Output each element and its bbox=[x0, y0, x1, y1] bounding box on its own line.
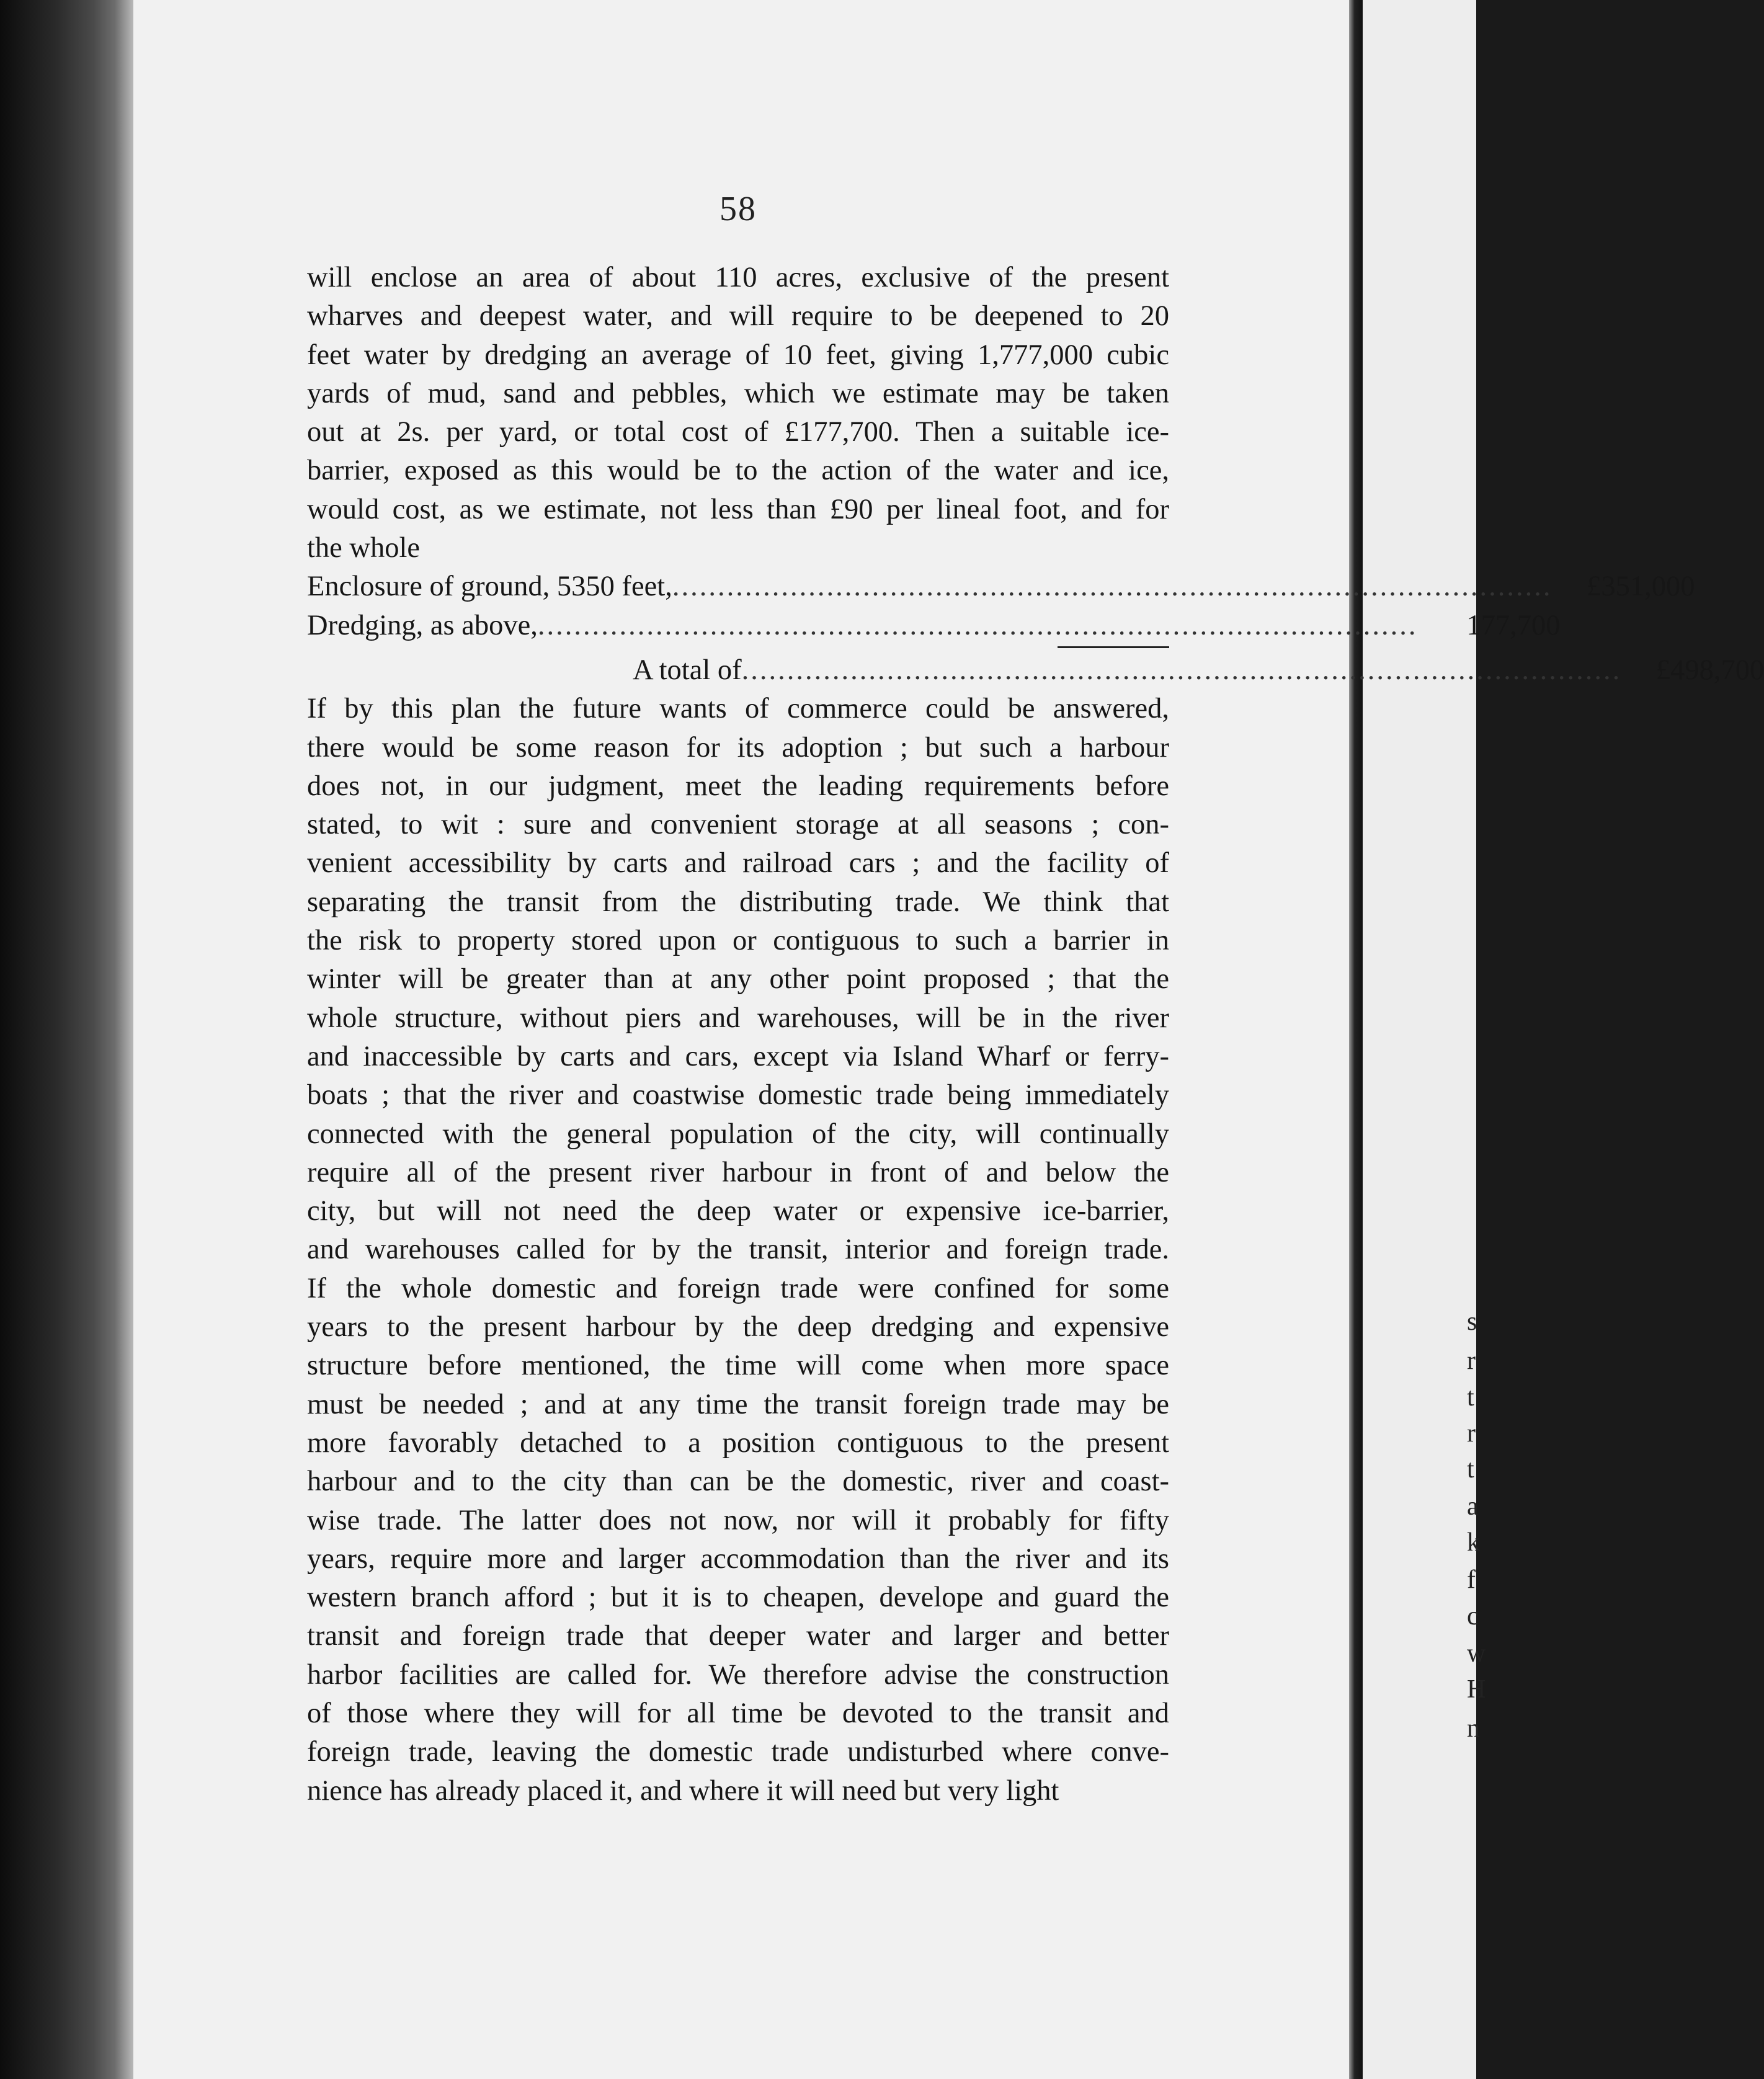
ledger-label: Enclosure of ground, 5350 feet, bbox=[307, 571, 672, 603]
text-line: the risk to property stored upon or contiguous to such a barrier in bbox=[307, 925, 1169, 957]
text-line: structure before mentioned, the time will come when more space bbox=[307, 1350, 1169, 1382]
text-line: connected with the general population of the city, will continually bbox=[307, 1118, 1169, 1150]
adjacent-page-edge bbox=[1363, 0, 1486, 2079]
text-line: years to the present harbour by the deep dredging and expensive bbox=[307, 1311, 1169, 1343]
text-line: there would be some reason for its adoption ; but such a harbour bbox=[307, 731, 1169, 763]
paragraph-main bbox=[307, 690, 1169, 1810]
text-line: the whole bbox=[307, 532, 421, 564]
ledger-label: Dredging, as above, bbox=[307, 609, 538, 641]
text-line: boats ; that the river and coastwise domestic trade being immediately bbox=[307, 1079, 1169, 1111]
book-spine bbox=[0, 0, 143, 2079]
adjacent-page-fragment: f bbox=[1467, 1565, 1476, 1594]
text-line: foreign trade, leaving the domestic trade undisturbed where conve- bbox=[307, 1736, 1169, 1768]
text-line: wise trade. The latter does not now, nor will it probably for fifty bbox=[307, 1504, 1169, 1536]
text-line: and inaccessible by carts and cars, except via Island Wharf or ferry- bbox=[307, 1040, 1169, 1072]
text-line: harbour and to the city than can be the domestic, river and coast- bbox=[307, 1466, 1169, 1498]
page-body-text bbox=[307, 259, 1764, 1810]
text-line: If the whole domestic and foreign trade were confined for some bbox=[307, 1272, 1169, 1304]
text-line: separating the transit from the distributing trade. We think that bbox=[307, 886, 1169, 918]
adjacent-page-fragment: s bbox=[1467, 1307, 1477, 1336]
ledger-amount: 177,700 bbox=[1466, 609, 1561, 641]
total-label: A total of bbox=[633, 654, 742, 686]
ledger-row-dredging bbox=[307, 607, 1561, 645]
text-line: years, require more and larger accommodation than the river and its bbox=[307, 1543, 1169, 1575]
text-line: whole structure, without piers and warehouses, will be in the river bbox=[307, 1002, 1169, 1034]
text-line: must be needed ; and at any time the transit foreign trade may be bbox=[307, 1388, 1169, 1420]
text-line: feet water by dredging an average of 10 feet, giving 1,777,000 cubic bbox=[307, 339, 1169, 371]
text-line: winter will be greater than at any other point proposed ; that the bbox=[307, 963, 1169, 995]
text-line: barrier, exposed as this would be to the action of the water and ice, bbox=[307, 455, 1169, 487]
paragraph-intro bbox=[307, 259, 1169, 568]
text-line: western branch afford ; but it is to cheapen, develope and guard the bbox=[307, 1582, 1169, 1614]
text-line: stated, to wit : sure and convenient storage at all seasons ; con- bbox=[307, 809, 1169, 841]
leader-dots: ................................................................................................. bbox=[741, 654, 1622, 686]
leader-dots: ................................................................................................. bbox=[672, 571, 1552, 603]
text-line: require all of the present river harbour in front of and below the bbox=[307, 1156, 1169, 1188]
text-line: and warehouses called for by the transit, interior and foreign trade. bbox=[307, 1234, 1169, 1266]
ledger-row-enclosure bbox=[307, 568, 1695, 606]
page-number: 58 bbox=[719, 190, 757, 228]
text-line: nience has already placed it, and where it will need but very light bbox=[307, 1774, 1059, 1807]
text-line: wharves and deepest water, and will require to be deepened to 20 bbox=[307, 300, 1169, 332]
text-line: of those where they will for all time be devoted to the transit and bbox=[307, 1697, 1169, 1729]
text-line: out at 2s. per yard, or total cost of £177,700. Then a suitable ice- bbox=[307, 416, 1169, 448]
adjacent-page-fragment: t bbox=[1467, 1455, 1474, 1484]
adjacent-page-fragment: H bbox=[1467, 1675, 1486, 1704]
text-line: If by this plan the future wants of commerce could be answered, bbox=[307, 693, 1169, 725]
text-line: does not, in our judgment, meet the leading requirements before bbox=[307, 770, 1169, 802]
text-line: would cost, as we estimate, not less than £90 per lineal foot, and for bbox=[307, 493, 1169, 525]
text-line: harbor facilities are called for. We therefore advise the construction bbox=[307, 1658, 1169, 1691]
leader-dots: ................................................................................................. bbox=[537, 609, 1418, 641]
adjacent-page-fragment: r bbox=[1467, 1419, 1476, 1448]
ledger-amount: £351,000 bbox=[1587, 571, 1695, 603]
text-line: city, but will not need the deep water or expensive ice-barrier, bbox=[307, 1195, 1169, 1227]
text-line: venient accessibility by carts and railroad cars ; and the facility of bbox=[307, 847, 1169, 879]
text-line: will enclose an area of about 110 acres, exclusive of the present bbox=[307, 262, 1169, 293]
text-line: more favorably detached to a position contiguous to the present bbox=[307, 1427, 1169, 1459]
adjacent-page-fragment: a bbox=[1467, 1492, 1479, 1521]
ledger-row-total bbox=[307, 651, 1764, 690]
adjacent-page-fragment: c bbox=[1467, 1602, 1479, 1631]
text-line: transit and foreign trade that deeper water and larger and better bbox=[307, 1620, 1169, 1652]
page-gutter bbox=[1349, 0, 1363, 2079]
adjacent-page-fragment: k bbox=[1467, 1528, 1480, 1557]
total-amount: £498,700 bbox=[1655, 654, 1764, 686]
adjacent-page-fragment: t bbox=[1467, 1383, 1474, 1412]
adjacent-page-fragment: w bbox=[1467, 1639, 1486, 1668]
adjacent-page-fragment: n bbox=[1467, 1714, 1480, 1743]
adjacent-page-fragment: r bbox=[1467, 1347, 1476, 1375]
total-rule bbox=[307, 645, 1169, 651]
text-line: yards of mud, sand and pebbles, which we estimate may be taken bbox=[307, 377, 1169, 409]
